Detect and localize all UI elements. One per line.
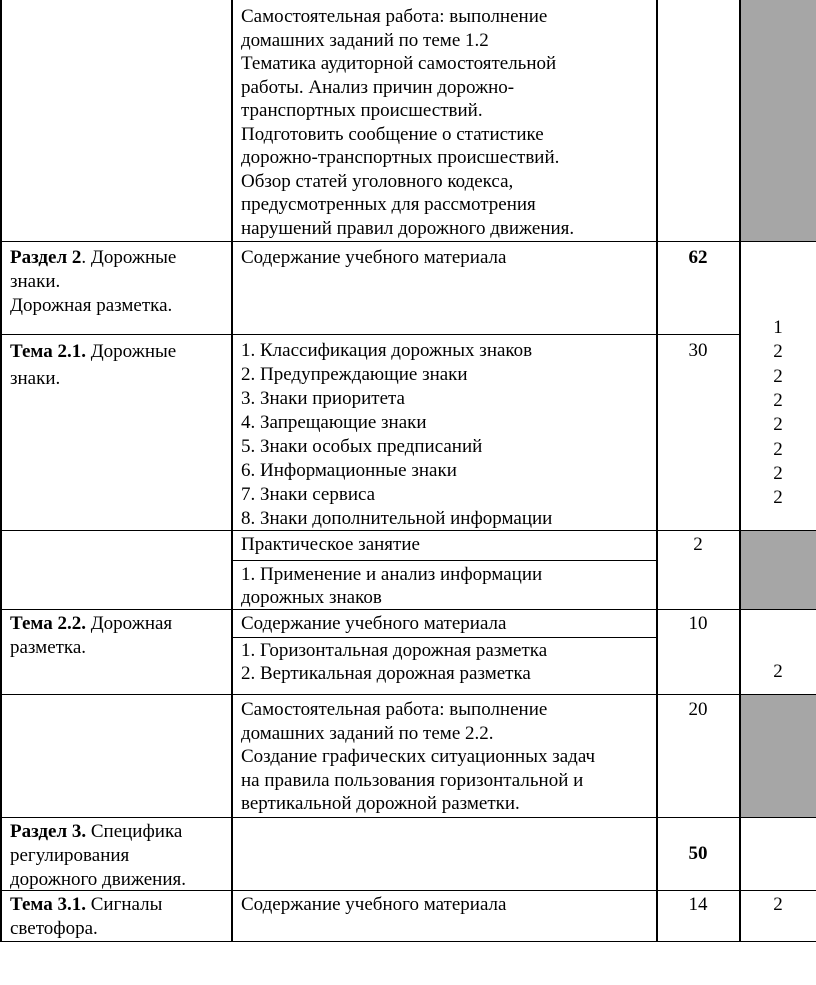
topic-3-1-label: Тема 3.1. [10,894,86,915]
level-value: 2 [773,438,783,460]
list-item: 1. Горизонтальная дорожная разметка [241,640,548,661]
level-value: 2 [773,389,783,411]
practice-item-line1: 1. Применение и анализ информации [241,564,543,585]
section-2-title [10,246,176,270]
list-item: 1. Классификация дорожных знаков [241,340,533,361]
section-3-title-line3: дорожного движения. [10,869,187,890]
topic-2-2-label: Тема 2.2. [10,613,86,634]
section-2-label: Раздел 2 [10,247,82,268]
r6-line-3: на правила пользования горизонтальной и [241,769,584,791]
level-value: 2 [773,365,783,387]
topic-3-1-title [10,893,162,917]
r1-line-9: нарушений правил дорожного движения. [241,217,575,239]
hline-334 [0,334,740,335]
topic-3-1-hours: 14 [688,894,708,915]
list-item: 8. Знаки дополнительной информации [241,508,553,529]
topic-3-1-title-line2: светофора. [10,918,98,939]
r1-line-3: работы. Анализ причин дорожно- [241,76,515,98]
topic-2-1-name: Дорожные [85,341,177,362]
list-item: 4. Запрещающие знаки [241,412,427,433]
r6-line-2: Создание графических ситуационных задач [241,746,596,767]
topic-3-1-content: Содержание учебного материала [241,894,507,915]
r1-line-0: Самостоятельная работа: выполнение [241,6,548,27]
list-item: 2. Предупреждающие знаки [241,364,468,385]
vline-col1 [0,0,2,942]
hline-241 [0,241,816,242]
section-2-content: Содержание учебного материала [241,247,507,268]
r1-line-4: транспортных происшествий. [241,100,483,121]
shaded-cell-r6 [740,695,816,817]
list-item: 6. Информационные знаки [241,460,457,481]
hline-941 [0,941,816,942]
topic-2-2-name: Дорожная [85,613,173,634]
list-item: 3. Знаки приоритета [241,388,405,409]
hline-694 [0,694,816,695]
section-2-hours: 62 [688,247,708,268]
topic-2-2-content: Содержание учебного материала [241,613,507,634]
topic-2-2-title-line2: разметка. [10,637,87,658]
list-item: 5. Знаки особых предписаний [241,436,483,457]
practice-label: Практическое занятие [241,534,420,555]
vline-col3 [656,0,658,942]
r1-line-8: предусмотренных для рассмотрения [241,194,536,215]
hline-609 [0,609,816,610]
hline-637 [232,637,657,638]
r1-line-5: Подготовить сообщение о статистике [241,123,544,145]
section-3-name: Специфика [86,821,183,842]
section-3-title-line2: регулирования [10,845,130,866]
topic-2-2-title [10,612,172,636]
list-item: 2. Вертикальная дорожная разметка [241,663,531,684]
vline-col2 [231,0,233,942]
level-value: 2 [773,414,783,436]
section-2-title-line3: Дорожная разметка. [10,295,173,316]
section-3-title [10,820,182,844]
topic-2-1-title-line2: знаки. [10,368,61,389]
topic-2-2-hours: 10 [688,613,708,634]
topic-3-1-name: Сигналы [85,894,163,915]
practice-item-line2: дорожных знаков [241,587,382,608]
r1-line-2: Тематика аудиторной самостоятельной [241,53,557,74]
r6-line-4: вертикальной дорожной разметки. [241,793,520,814]
level-value: 1 [773,317,783,338]
shaded-cell-r1 [740,0,816,241]
hline-560 [232,560,657,561]
practice-hours: 2 [693,534,703,555]
r1-line-6: дорожно-транспортных происшествий. [241,147,560,168]
hline-817 [0,817,816,818]
section-2-title-line2: знаки. [10,271,61,292]
r6-line-1: домашних заданий по теме 2.2. [241,722,494,744]
section-3-label: Раздел 3. [10,821,87,842]
r1-line-7: Обзор статей уголовного кодекса, [241,170,514,192]
level-value: 2 [773,487,783,509]
list-item: 7. Знаки сервиса [241,484,376,505]
topic-2-1-hours: 30 [688,340,708,361]
section-2-name: . Дорожные [81,247,177,268]
topic-2-1-label: Тема 2.1. [10,341,86,362]
section-3-hours: 50 [688,843,708,864]
shaded-cell-r4 [740,531,816,610]
level-value: 2 [773,462,783,484]
topic-2-2-level: 2 [773,661,783,682]
topic-2-1-title [10,340,176,364]
topic-3-1-level: 2 [773,894,783,915]
r6-line-0: Самостоятельная работа: выполнение [241,699,548,720]
r6-hours: 20 [688,699,708,720]
level-value: 2 [773,341,783,363]
r1-line-1: домашних заданий по теме 1.2 [241,29,489,51]
